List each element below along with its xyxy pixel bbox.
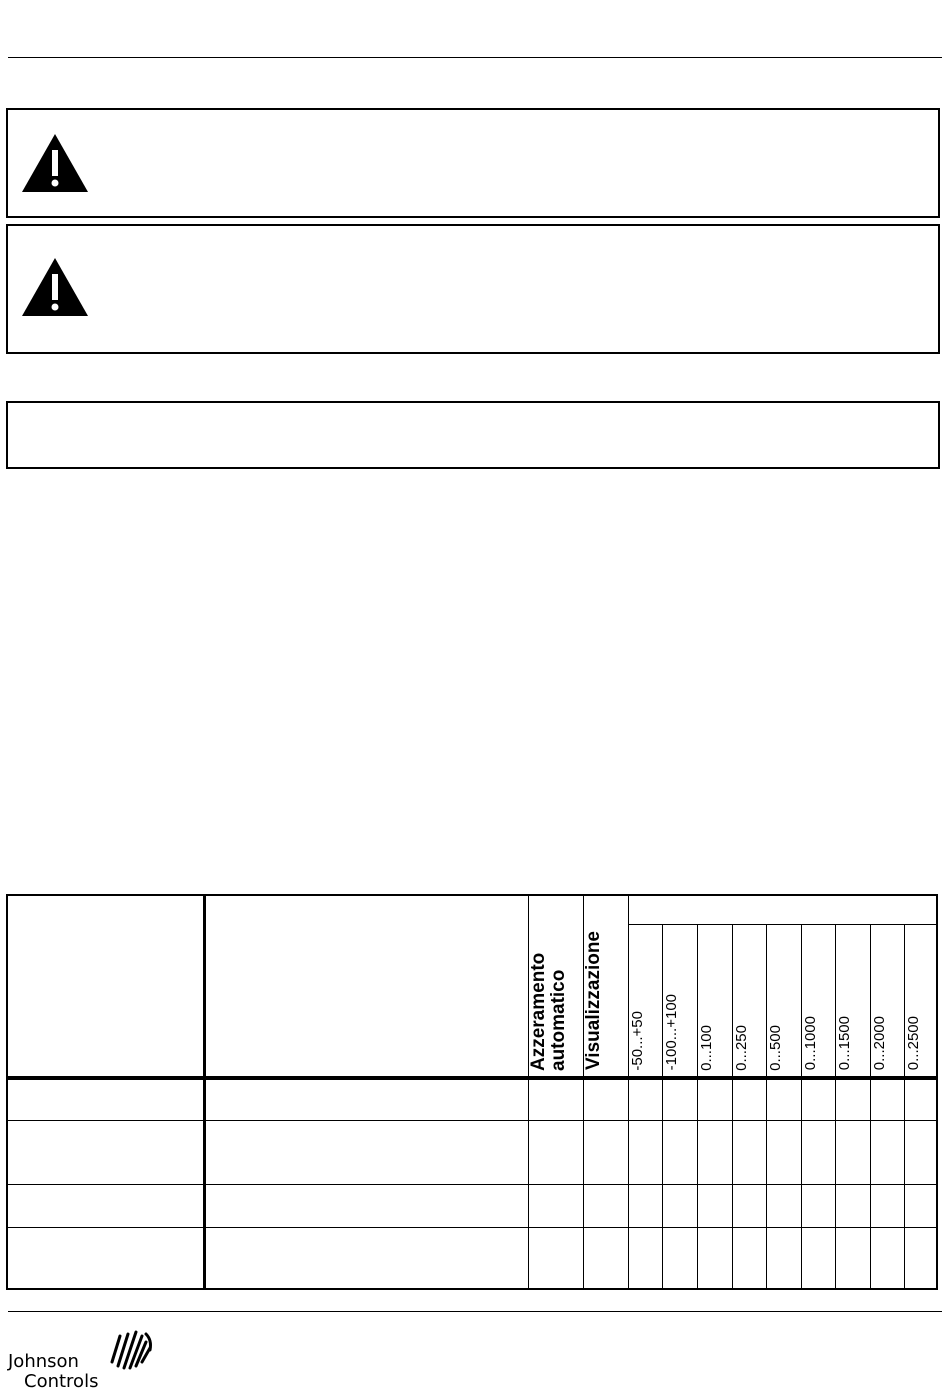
header-cell-model: [7, 895, 204, 1076]
logo-mark-icon: [106, 1328, 154, 1372]
header-auto-zero-label: Azzeramento automatico: [527, 952, 569, 1071]
table-row: [7, 1120, 937, 1184]
header-range-2: -100...+100: [662, 924, 697, 1076]
header-display-label: Visualizzazione: [582, 931, 604, 1071]
table-row: [7, 1184, 937, 1227]
header-display: [583, 895, 628, 1076]
johnson-controls-logo: [8, 1328, 158, 1394]
header-range-group: [628, 895, 937, 924]
table-row: [7, 1078, 937, 1120]
footer-rule: [8, 1311, 942, 1312]
header-range-5: 0...500: [766, 924, 801, 1076]
header-range-3: 0...100: [697, 924, 732, 1076]
warning-triangle-icon: [20, 256, 90, 318]
header-range-6: 0...1000: [802, 924, 836, 1076]
model-table: [6, 894, 938, 1290]
warning-box-1: [6, 108, 940, 218]
note-box: [6, 401, 940, 469]
header-range-1: -50...+50: [628, 924, 662, 1076]
warning-box-2: [6, 224, 940, 354]
header-range-7: 0...1500: [836, 924, 871, 1076]
table-row: [7, 1227, 937, 1289]
header-auto-zero: [528, 895, 583, 1076]
header-cell-description: [204, 895, 528, 1076]
logo-text-line1: Johnson: [8, 1351, 79, 1372]
header-range-4: 0...250: [732, 924, 766, 1076]
logo-text-line2: Controls: [24, 1371, 99, 1392]
header-rule: [8, 57, 942, 58]
warning-triangle-icon: [20, 132, 90, 194]
header-range-9: 0...2500: [905, 924, 937, 1076]
header-range-8: 0...2000: [871, 924, 905, 1076]
